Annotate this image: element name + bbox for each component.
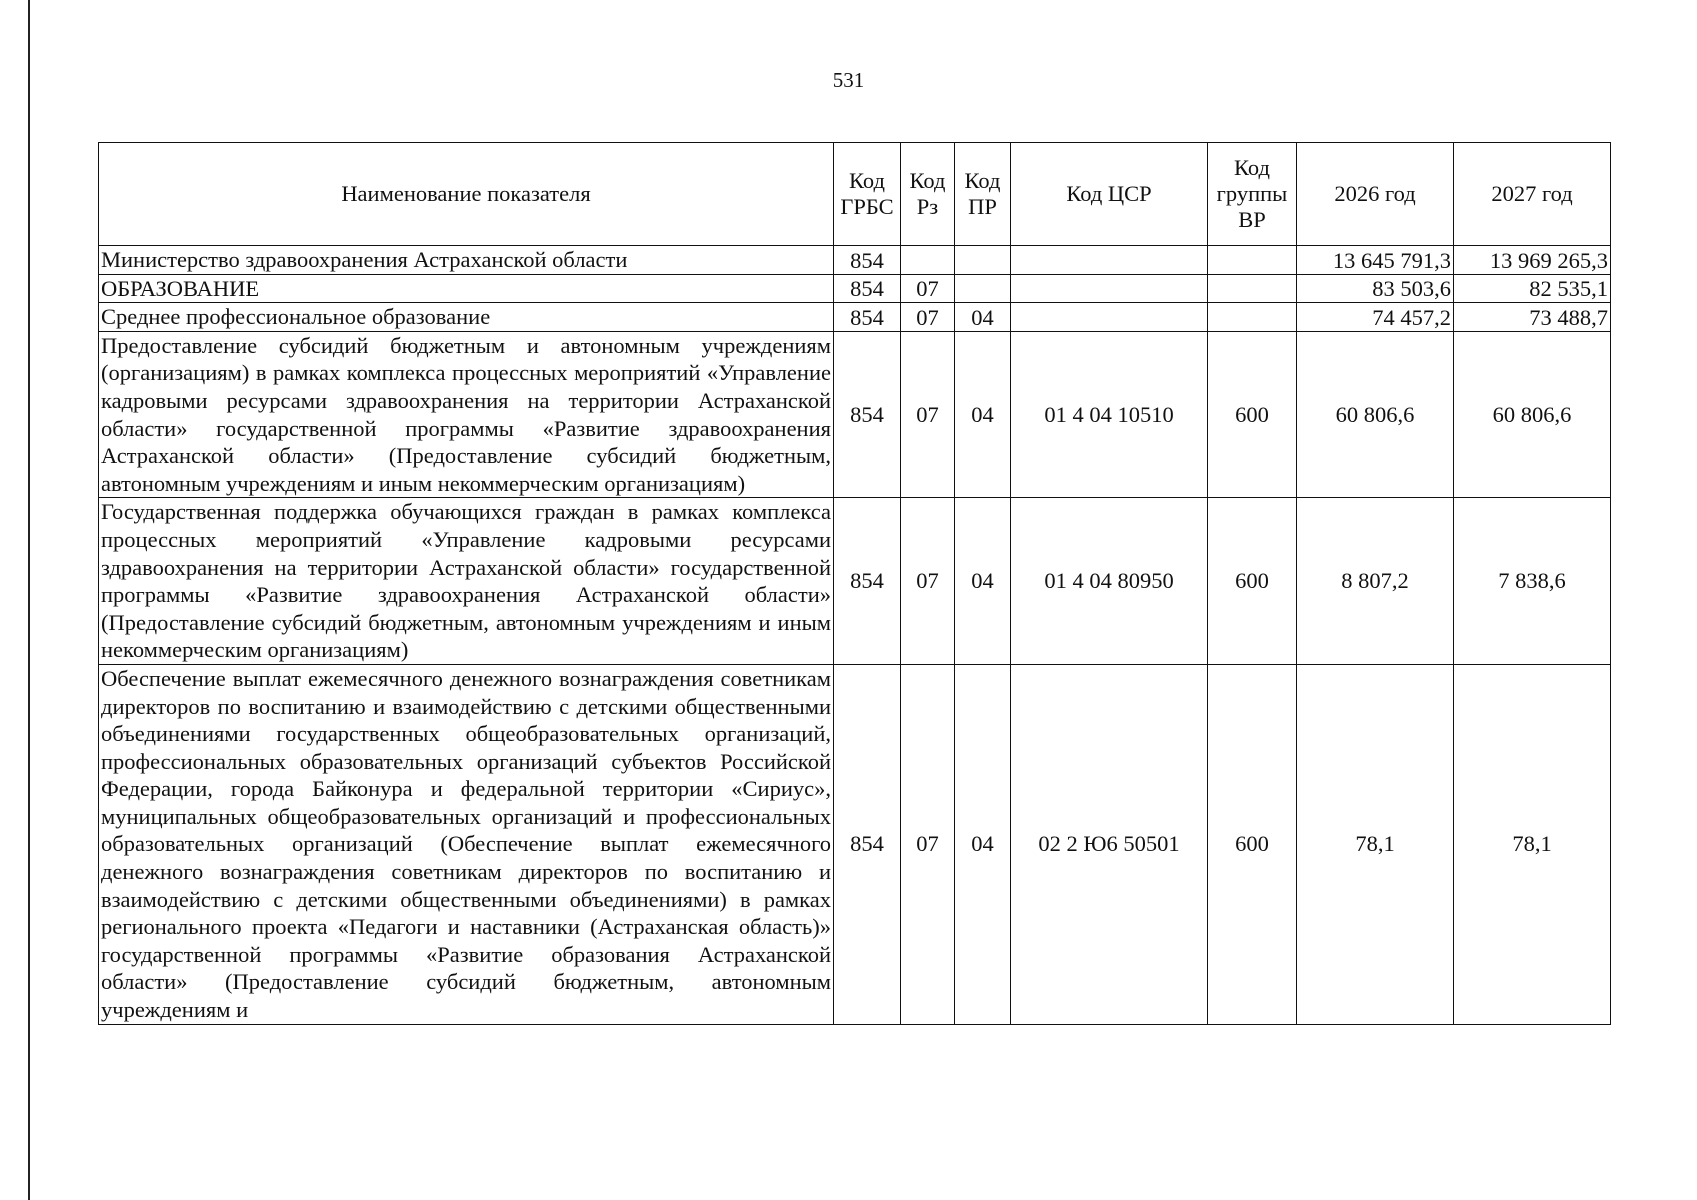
row-vr <box>1208 303 1297 332</box>
row-2026: 13 645 791,3 <box>1297 246 1454 275</box>
row-rz: 07 <box>901 331 955 498</box>
row-grbs: 854 <box>834 498 901 665</box>
row-pr: 04 <box>955 498 1011 665</box>
row-2027: 78,1 <box>1454 664 1611 1024</box>
row-rz <box>901 246 955 275</box>
row-2027: 13 969 265,3 <box>1454 246 1611 275</box>
row-pr: 04 <box>955 664 1011 1024</box>
row-name: Обеспечение выплат ежемесячного денежного вознаграждения советникам директоров по воспитанию и взаимодействию с детскими общественными объединениями государственных общеобразовательных организаций, профессиональных образовательных организаций субъектов Российской Федерации, города Байконура и федеральной территории «Сириус», муниципальных общеобразовательных организаций и профессиональных образовательных организаций (Обеспечение выплат ежемесячного денежного вознаграждения советникам директоров по воспитанию и взаимодействию с детскими общественными объединениями) в рамках регионального проекта «Педагоги и наставники (Астраханская область)» государственной программы «Развитие образования Астраханской области» (Предоставление субсидий бюджетным, автономным учреждениям и <box>99 664 834 1024</box>
row-pr: 04 <box>955 303 1011 332</box>
header-2027: 2027 год <box>1454 143 1611 246</box>
table-header-row <box>99 143 1611 246</box>
row-2026: 8 807,2 <box>1297 498 1454 665</box>
row-vr <box>1208 274 1297 303</box>
row-name: ОБРАЗОВАНИЕ <box>99 274 834 303</box>
binding-margin-line <box>28 0 30 1200</box>
row-pr: 04 <box>955 331 1011 498</box>
table-row <box>99 498 1611 665</box>
row-vr: 600 <box>1208 498 1297 665</box>
row-vr: 600 <box>1208 664 1297 1024</box>
row-name: Предоставление субсидий бюджетным и автономным учреждениям (организациям) в рамках комплекса процессных мероприятий «Управление кадровыми ресурсами здравоохранения на территории Астраханской области» государственной программы «Развитие здравоохранения Астраханской области» (Предоставление субсидий бюджетным, автономным учреждениям и иным некоммерческим организациям) <box>99 331 834 498</box>
row-rz: 07 <box>901 664 955 1024</box>
row-pr <box>955 274 1011 303</box>
row-2026: 78,1 <box>1297 664 1454 1024</box>
header-pr: Код ПР <box>955 143 1011 246</box>
row-2027: 7 838,6 <box>1454 498 1611 665</box>
row-2027: 60 806,6 <box>1454 331 1611 498</box>
header-name: Наименование показателя <box>99 143 834 246</box>
row-grbs: 854 <box>834 664 901 1024</box>
row-rz: 07 <box>901 303 955 332</box>
row-grbs: 854 <box>834 246 901 275</box>
header-csr: Код ЦСР <box>1011 143 1208 246</box>
row-csr: 02 2 Ю6 50501 <box>1011 664 1208 1024</box>
row-vr: 600 <box>1208 331 1297 498</box>
header-rz: Код Рз <box>901 143 955 246</box>
header-2026: 2026 год <box>1297 143 1454 246</box>
row-grbs: 854 <box>834 303 901 332</box>
row-pr <box>955 246 1011 275</box>
budget-table <box>98 142 1611 1025</box>
row-2027: 73 488,7 <box>1454 303 1611 332</box>
row-name: Среднее профессиональное образование <box>99 303 834 332</box>
row-rz: 07 <box>901 498 955 665</box>
row-2026: 83 503,6 <box>1297 274 1454 303</box>
row-csr: 01 4 04 80950 <box>1011 498 1208 665</box>
row-csr <box>1011 303 1208 332</box>
row-grbs: 854 <box>834 331 901 498</box>
table-row <box>99 331 1611 498</box>
row-grbs: 854 <box>834 274 901 303</box>
page-number: 531 <box>832 68 865 92</box>
table-row <box>99 274 1611 303</box>
row-name: Министерство здравоохранения Астраханской области <box>99 246 834 275</box>
row-name: Государственная поддержка обучающихся граждан в рамках комплекса процессных мероприятий «Управление кадровыми ресурсами здравоохранения на территории Астраханской области» государственной программы «Развитие здравоохранения Астраханской области» (Предоставление субсидий бюджетным, автономным учреждениям и иным некоммерческим организациям) <box>99 498 834 665</box>
row-2026: 74 457,2 <box>1297 303 1454 332</box>
row-2026: 60 806,6 <box>1297 331 1454 498</box>
table-row <box>99 246 1611 275</box>
header-grbs: Код ГРБС <box>834 143 901 246</box>
table-row <box>99 664 1611 1024</box>
row-csr <box>1011 246 1208 275</box>
row-rz: 07 <box>901 274 955 303</box>
table-row <box>99 303 1611 332</box>
row-vr <box>1208 246 1297 275</box>
row-2027: 82 535,1 <box>1454 274 1611 303</box>
row-csr <box>1011 274 1208 303</box>
row-csr: 01 4 04 10510 <box>1011 331 1208 498</box>
header-vr: Код группы ВР <box>1208 143 1297 246</box>
